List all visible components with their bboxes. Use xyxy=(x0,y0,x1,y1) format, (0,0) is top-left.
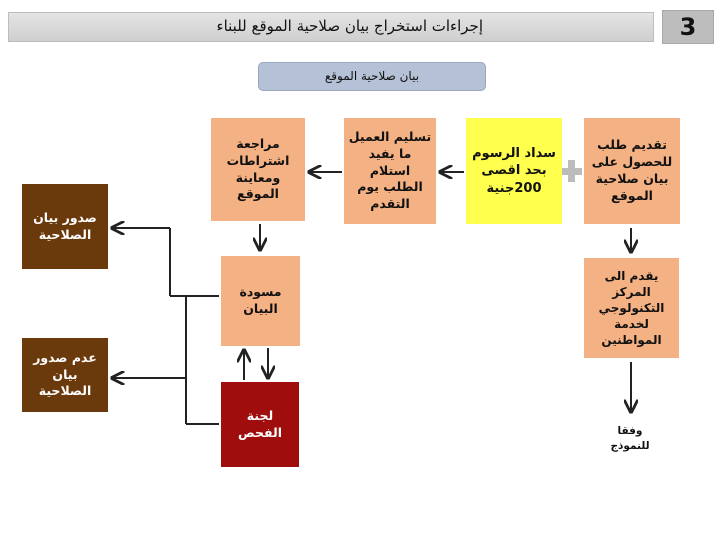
box-draft-statement: مسودة البيان xyxy=(221,256,300,346)
box-inspection-committee: لجنة الفحص xyxy=(221,382,299,467)
box-submit-application: تقديم طلب للحصول على بيان صلاحية الموقع xyxy=(584,118,680,224)
note-per-form: وفقا للنموذج xyxy=(610,425,650,452)
page-title: إجراءات استخراج بيان صلاحية الموقع للبناء xyxy=(216,17,483,35)
box-technology-center: يقدم الى المركز التكنولوجي لخدمة المواطنين xyxy=(584,258,679,358)
box-receipt: تسليم العميل ما يفيد استلام الطلب يوم التقدم xyxy=(344,118,436,224)
diagram-subtitle: بيان صلاحية الموقع xyxy=(258,62,486,91)
step-number-badge: 3 xyxy=(662,10,714,44)
box-pay-fees: سداد الرسوم بحد اقصى 200جنية xyxy=(466,118,562,224)
box-statement-issued: صدور بيان الصلاحية xyxy=(22,184,108,269)
box-statement-not-issued: عدم صدور بيان الصلاحية xyxy=(22,338,108,412)
box-review-conditions: مراجعة اشتراطات ومعاينة الموقع xyxy=(211,118,305,221)
